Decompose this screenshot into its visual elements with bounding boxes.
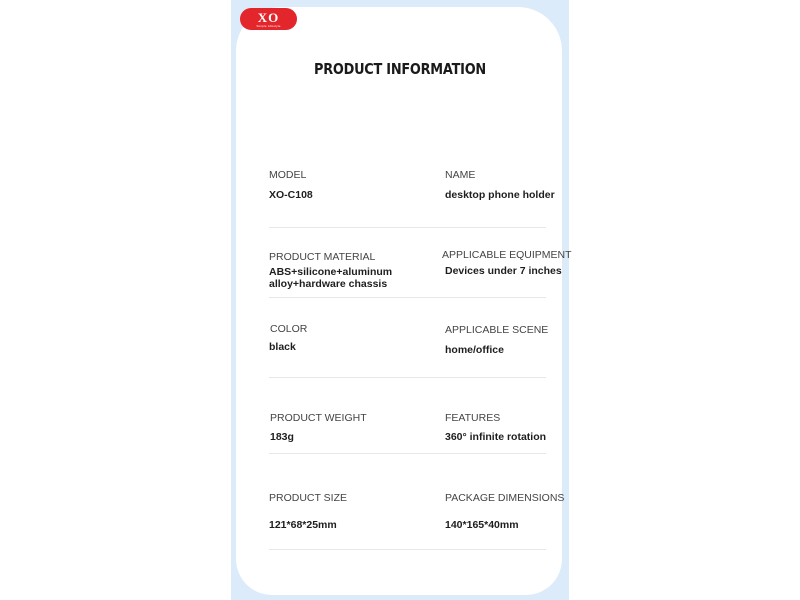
features-label: FEATURES: [445, 412, 501, 424]
weight-label: PRODUCT WEIGHT: [270, 412, 367, 424]
row-divider: [269, 377, 546, 378]
material-value-line2: alloy+hardware chassis: [269, 278, 388, 290]
package-value: 140*165*40mm: [445, 519, 519, 531]
size-label: PRODUCT SIZE: [269, 492, 347, 504]
color-value: black: [269, 341, 296, 353]
equipment-value: Devices under 7 inches: [445, 265, 562, 277]
logo-subtext: Simple Lifestyle: [256, 23, 281, 28]
material-value-line1: ABS+silicone+aluminum: [269, 266, 393, 278]
material-label: PRODUCT MATERIAL: [269, 251, 376, 263]
logo-mark: XO: [257, 9, 280, 25]
scene-value: home/office: [445, 344, 504, 356]
model-value: XO-C108: [269, 189, 313, 201]
row-divider: [269, 549, 546, 550]
brand-logo: [240, 8, 297, 30]
row-divider: [269, 453, 546, 454]
weight-value: 183g: [270, 431, 294, 443]
package-label: PACKAGE DIMENSIONS: [445, 492, 565, 504]
scene-label: APPLICABLE SCENE: [445, 324, 549, 336]
row-divider: [269, 297, 546, 298]
model-label: MODEL: [269, 169, 307, 181]
page-title: PRODUCT INFORMATION: [314, 60, 486, 78]
name-label: NAME: [445, 169, 476, 181]
color-label: COLOR: [270, 323, 308, 335]
row-divider: [269, 227, 546, 228]
size-value: 121*68*25mm: [269, 519, 337, 531]
info-card: [236, 7, 565, 595]
features-value: 360° infinite rotation: [445, 431, 547, 443]
name-value: desktop phone holder: [445, 189, 555, 201]
equipment-label: APPLICABLE EQUIPMENT: [442, 249, 572, 261]
